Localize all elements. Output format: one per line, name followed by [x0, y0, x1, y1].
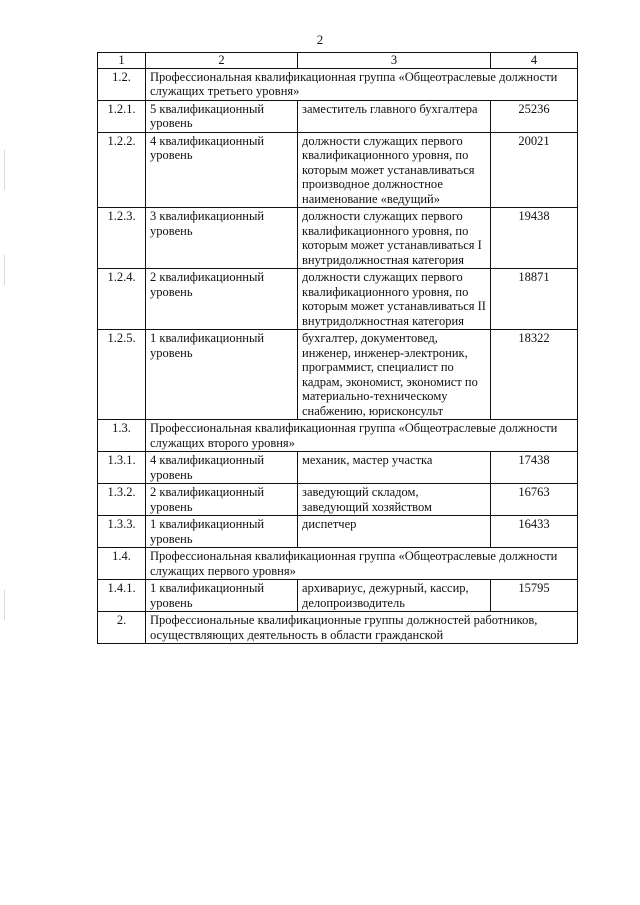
table-row [98, 484, 578, 516]
qualification-level: 5 квалификационный уровень [146, 100, 298, 132]
qualification-level: 1 квалификационный уровень [146, 580, 298, 612]
amount-cell: 17438 [491, 452, 578, 484]
qualification-level: 1 квалификационный уровень [146, 330, 298, 420]
column-header: 2 [146, 53, 298, 69]
amount-cell: 25236 [491, 100, 578, 132]
qualification-level: 4 квалификационный уровень [146, 452, 298, 484]
column-header: 3 [298, 53, 491, 69]
group-row [98, 612, 578, 644]
qualification-level: 3 квалификационный уровень [146, 208, 298, 269]
positions-cell: механик, мастер участка [298, 452, 491, 484]
group-title: Профессиональная квалификационная группа «Общеотраслевые должности служащих третьего уровня» [146, 68, 578, 100]
positions-cell: должности служащих первого квалификационного уровня, по которым может устанавливаться II внутридолжностная категория [298, 269, 491, 330]
group-row [98, 548, 578, 580]
row-number: 1.2.4. [98, 269, 146, 330]
group-title: Профессиональная квалификационная группа «Общеотраслевые должности служащих первого уровня» [146, 548, 578, 580]
row-number: 1.2.1. [98, 100, 146, 132]
qualification-level: 4 квалификационный уровень [146, 132, 298, 208]
group-row [98, 420, 578, 452]
row-number: 1.3.1. [98, 452, 146, 484]
qualification-level: 2 квалификационный уровень [146, 269, 298, 330]
salary-table [97, 52, 578, 644]
table-row [98, 330, 578, 420]
positions-cell: заведующий складом, заведующий хозяйством [298, 484, 491, 516]
table-header-row [98, 53, 578, 69]
amount-cell: 16433 [491, 516, 578, 548]
amount-cell: 18322 [491, 330, 578, 420]
amount-cell: 16763 [491, 484, 578, 516]
table-body [98, 68, 578, 644]
group-number: 1.4. [98, 548, 146, 580]
table-row [98, 269, 578, 330]
group-title: Профессиональные квалификационные группы должностей работников, осуществляющих деятельность в области гражданской [146, 612, 578, 644]
table-row [98, 452, 578, 484]
qualification-level: 1 квалификационный уровень [146, 516, 298, 548]
group-number: 2. [98, 612, 146, 644]
amount-cell: 18871 [491, 269, 578, 330]
table-row [98, 132, 578, 208]
positions-cell: архивариус, дежурный, кассир, делопроизводитель [298, 580, 491, 612]
group-title: Профессиональная квалификационная группа «Общеотраслевые должности служащих второго уровня» [146, 420, 578, 452]
table-row [98, 516, 578, 548]
column-header: 1 [98, 53, 146, 69]
page-number: 2 [316, 32, 324, 47]
row-number: 1.2.2. [98, 132, 146, 208]
amount-cell: 20021 [491, 132, 578, 208]
positions-cell: бухгалтер, документовед, инженер, инженер-электроник, программист, специалист по кадрам, экономист, экономист по материально-техническому снабжению, юрисконсульт [298, 330, 491, 420]
positions-cell: диспетчер [298, 516, 491, 548]
row-number: 1.3.2. [98, 484, 146, 516]
row-number: 1.2.3. [98, 208, 146, 269]
scan-margin-mark [4, 150, 5, 190]
positions-cell: должности служащих первого квалификационного уровня, по которым может устанавливаться I внутридолжностная категория [298, 208, 491, 269]
column-header: 4 [491, 53, 578, 69]
amount-cell: 15795 [491, 580, 578, 612]
positions-cell: заместитель главного бухгалтера [298, 100, 491, 132]
amount-cell: 19438 [491, 208, 578, 269]
qualification-level: 2 квалификационный уровень [146, 484, 298, 516]
row-number: 1.2.5. [98, 330, 146, 420]
scan-margin-mark [4, 255, 5, 285]
row-number: 1.4.1. [98, 580, 146, 612]
positions-cell: должности служащих первого квалификационного уровня, по которым может устанавливаться производное должностное наименование «ведущий» [298, 132, 491, 208]
scan-margin-mark [4, 590, 5, 620]
group-number: 1.3. [98, 420, 146, 452]
table-row [98, 208, 578, 269]
table-row [98, 580, 578, 612]
group-number: 1.2. [98, 68, 146, 100]
row-number: 1.3.3. [98, 516, 146, 548]
table-row [98, 100, 578, 132]
group-row [98, 68, 578, 100]
